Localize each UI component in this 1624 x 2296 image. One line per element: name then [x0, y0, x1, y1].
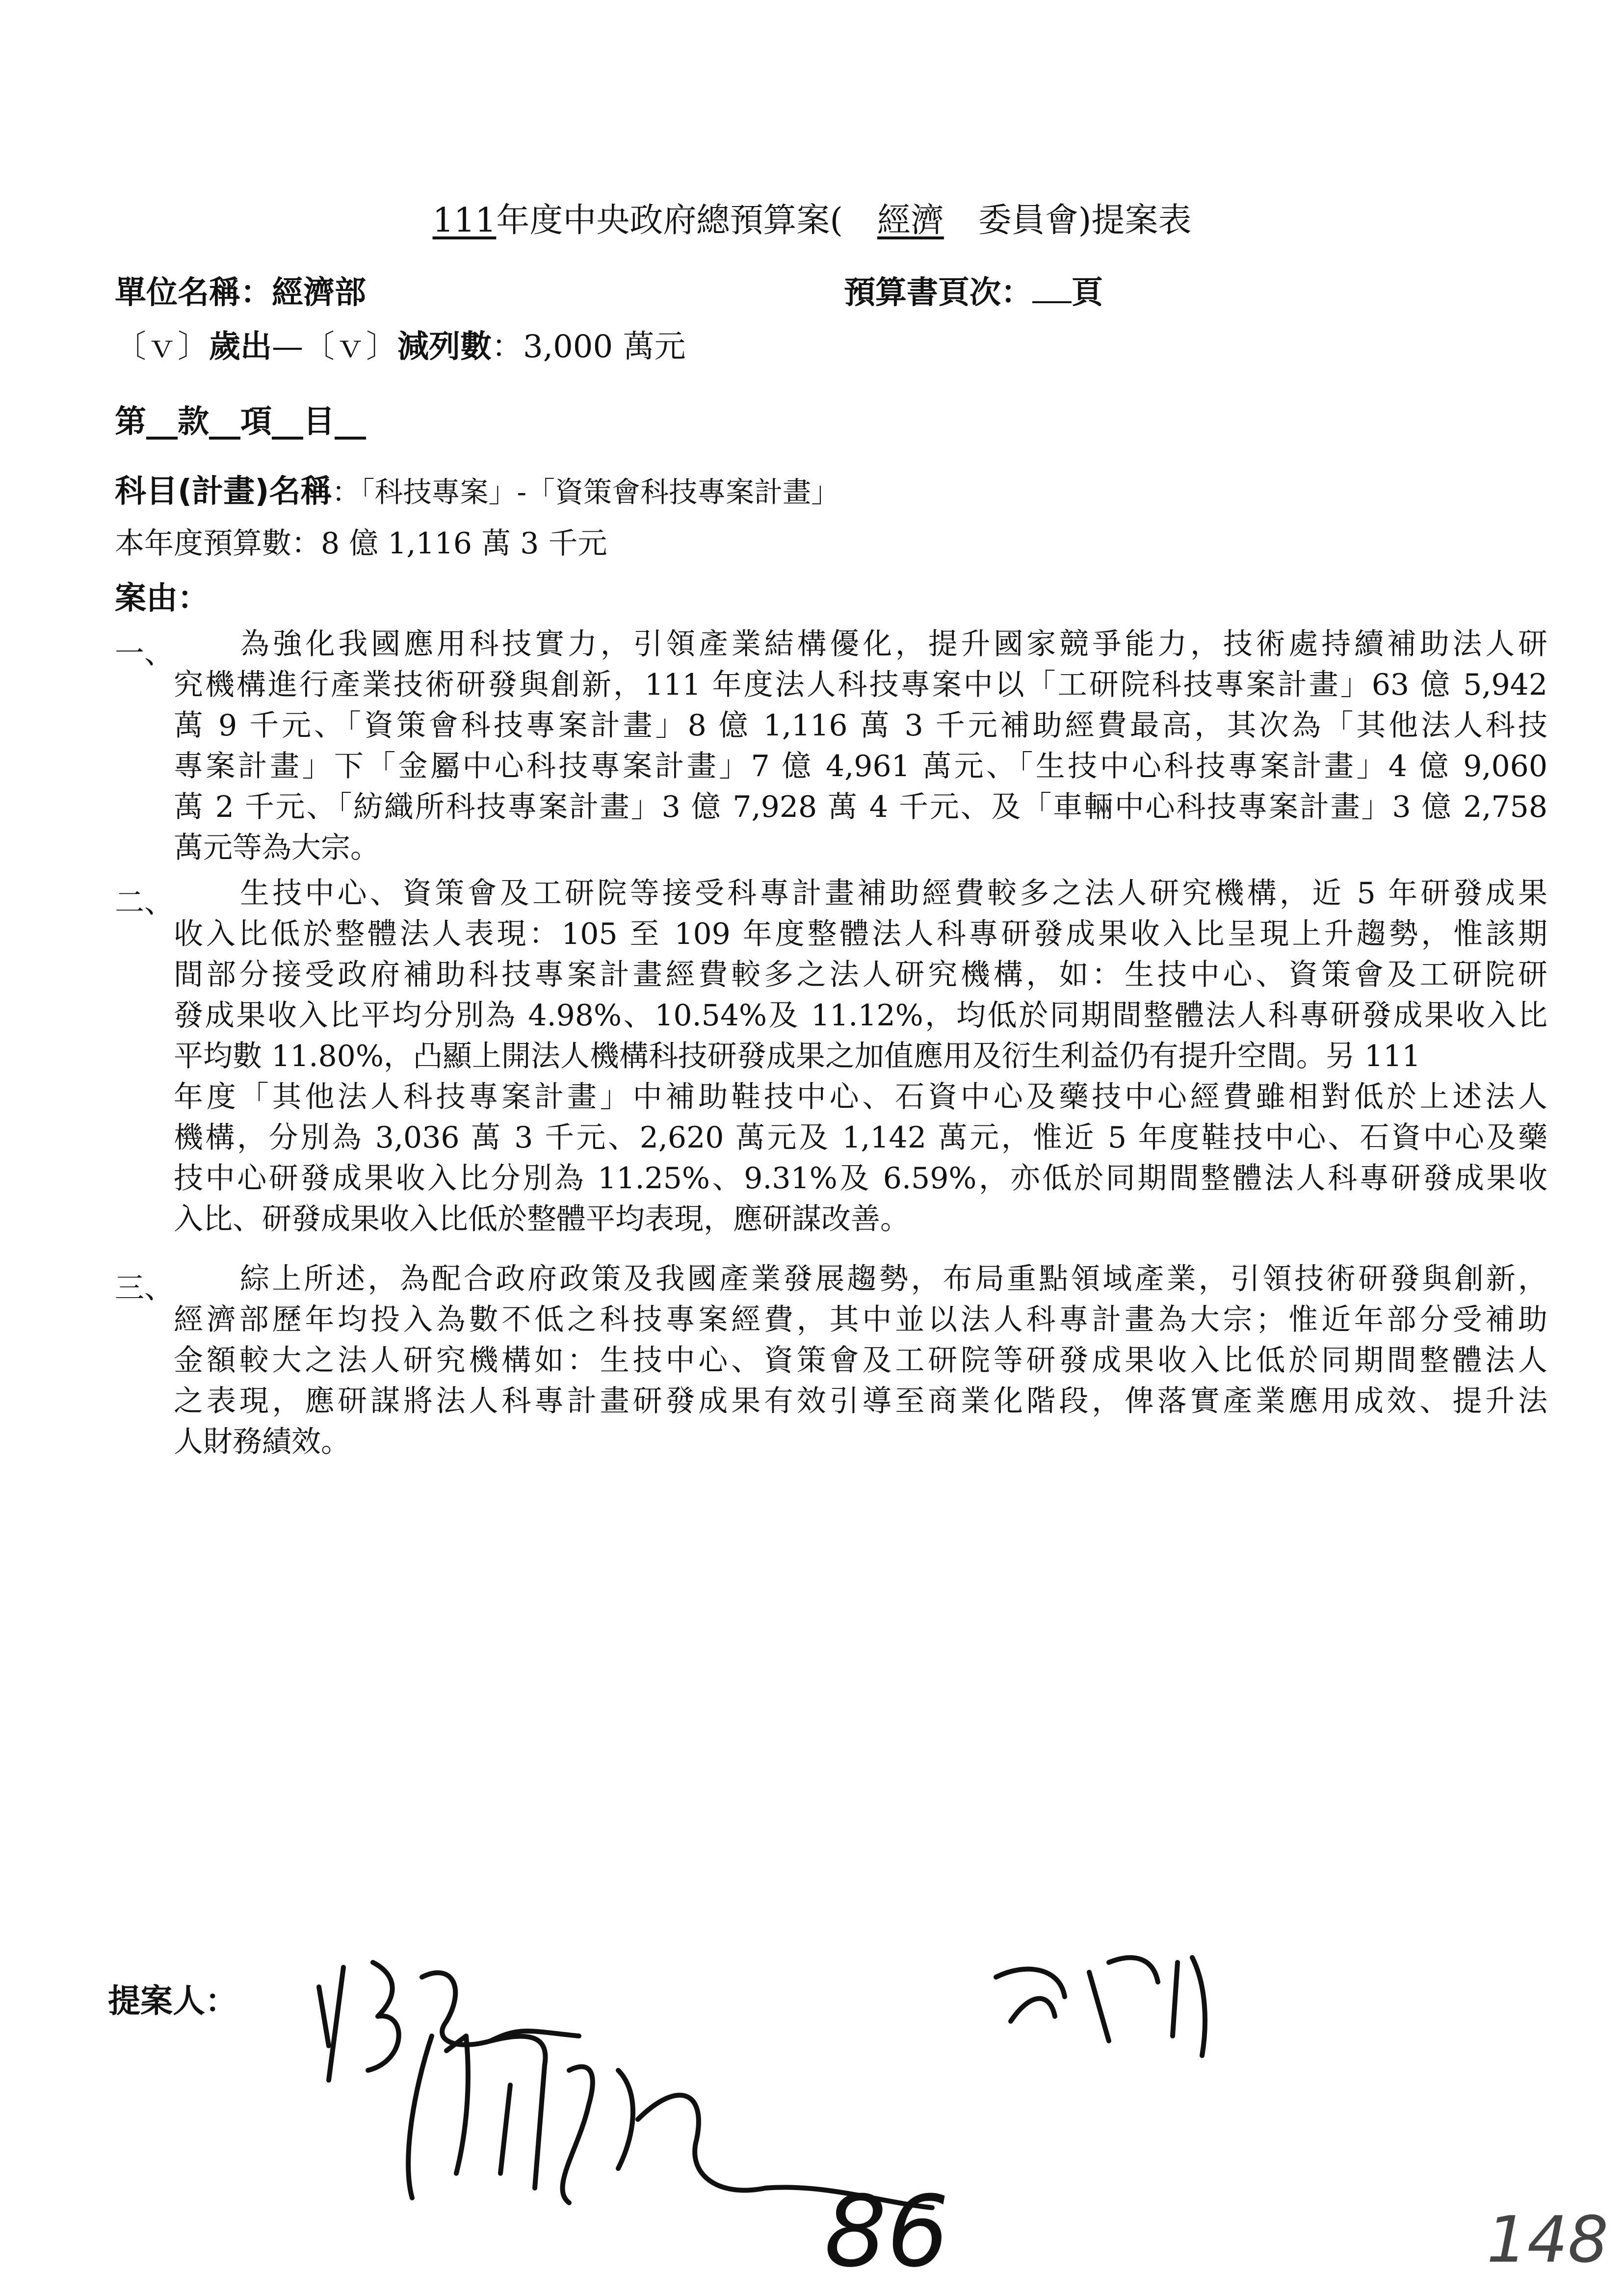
subject-line — [115, 466, 839, 511]
expense-line — [115, 321, 686, 366]
signature-1 — [319, 1962, 579, 2080]
budget-page-label: 預算書頁次： — [844, 275, 1032, 311]
title-committee: 經濟 — [877, 201, 944, 240]
item-line: 為強化我國應用科技實力，引領產業結構優化，提升國家競爭能力，技術處持續補助法人研 — [240, 627, 1547, 661]
item-line: 經濟部歷年均投入為數不低之科技專案經費，其中並以法人科專計畫為大宗；惟近年部分受補助 — [174, 1303, 1547, 1337]
title-year: 111 — [432, 201, 497, 240]
item-line: 技中心研發成果收入比分別為 11.25%、9.31%及 6.59%，亦低於同期間整體法人科專研發成果收 — [174, 1161, 1547, 1196]
item-line: 間部分接受政府補助科技專案計畫經費較多之法人研究機構，如：生技中心、資策會及工研院研 — [174, 958, 1547, 992]
item-line: 生技中心、資策會及工研院等接受科專計畫補助經費較多之法人研究機構，近 5 年研發成果 — [240, 876, 1547, 911]
item-number: 三、 — [115, 1271, 174, 1305]
item-line: 人財務績效。 — [174, 1425, 350, 1459]
subject-value: ：「科技專案」-「資策會科技專案計畫」 — [332, 475, 840, 509]
item-line: 專案計畫」下「金屬中心科技專案計畫」7 億 4,961 萬元、「生技中心科技專案計畫」4 億 9,060 — [174, 749, 1547, 783]
budget-page — [844, 267, 1103, 313]
title-suffix: 委員會)提案表 — [978, 201, 1192, 240]
item-line: 之表現，應研謀將法人科專計畫研發成果有效引導至商業化階段，俾落實產業應用成效、提升法 — [174, 1384, 1547, 1418]
item-line: 金額較大之法人研究機構如：生技中心、資策會及工研院等研發成果收入比低於同期間整體法人 — [174, 1343, 1547, 1378]
item-line: 萬 9 千元、「資策會科技專案計畫」8 億 1,116 萬 3 千元補助經費最高，其次為「其他法人科技 — [174, 708, 1547, 743]
colon: ： — [492, 329, 523, 365]
item-line: 發成果收入比平均分別為 4.98%、10.54%及 11.12%，均低於同期間整體法人科專研發成果收入比 — [174, 998, 1547, 1033]
reason-label: 案由： — [115, 580, 209, 617]
item-line: 綜上所述，為配合政府政策及我國產業發展趨勢，布局重點領域產業，引領技術研發與創新， — [240, 1262, 1547, 1296]
subject-label: 科目(計畫)名稱 — [115, 473, 332, 510]
checkbox-expense: 〔ｖ〕 — [115, 329, 209, 365]
checkbox-reduction: 〔ｖ〕 — [303, 329, 397, 365]
item-line: 萬 2 千元、「紡織所科技專案計畫」3 億 7,928 萬 4 千元、及「車輛中心科技專案計畫」3 億 2,758 — [174, 790, 1547, 824]
item-line: 入比、研發成果收入比低於整體平均表現，應研謀改善。 — [174, 1202, 910, 1236]
handwritten-number: 86 — [824, 2175, 949, 2289]
reduction-amount: 3,000 萬元 — [523, 329, 686, 365]
proposer-label: 提案人： — [108, 1982, 237, 2020]
item-line: 機構，分別為 3,036 萬 3 千元、2,620 萬元及 1,142 萬元，惟近 5 年度鞋技中心、石資中心及藥 — [174, 1121, 1547, 1155]
unit-label: 單位名稱： — [115, 275, 272, 311]
item-number: 二、 — [115, 886, 174, 920]
dash: — — [272, 329, 303, 365]
expense-label: 歲出 — [209, 329, 272, 365]
item-line: 收入比低於整體法人表現：105 至 109 年度整體法人科專研發成果收入比呈現上升趨勢，惟該期 — [174, 917, 1547, 951]
budget-page-unit: 頁 — [1072, 275, 1103, 311]
section-line: 第__款__項__目__ — [115, 404, 366, 440]
unit-value: 經濟部 — [272, 275, 366, 311]
item-line: 萬元等為大宗。 — [174, 831, 380, 865]
item-line: 究機構進行產業技術研發與創新，111 年度法人科技專案中以「工研院科技專案計畫」63 億 5,942 — [174, 668, 1547, 702]
handwritten-page-number: 148 — [1487, 2202, 1609, 2277]
item-number: 一、 — [115, 636, 174, 671]
unit-name — [115, 267, 366, 313]
handwritten-signatures — [0, 1864, 1624, 2296]
document-title — [0, 194, 1624, 241]
item-line: 平均數 11.80%，凸顯上開法人機構科技研發成果之加值應用及衍生利益仍有提升空間。另 111 — [174, 1039, 1421, 1073]
current-budget: 本年度預算數：8 億 1,116 萬 3 千元 — [115, 526, 607, 561]
budget-page-blank — [1032, 277, 1072, 303]
signature-3 — [996, 1957, 1205, 2056]
reduction-label: 減列數 — [397, 329, 492, 365]
title-prefix: 年度中央政府總預算案( — [496, 201, 843, 240]
item-line: 年度「其他法人科技專案計畫」中補助鞋技中心、石資中心及藥技中心經費雖相對低於上述法人 — [174, 1080, 1547, 1114]
